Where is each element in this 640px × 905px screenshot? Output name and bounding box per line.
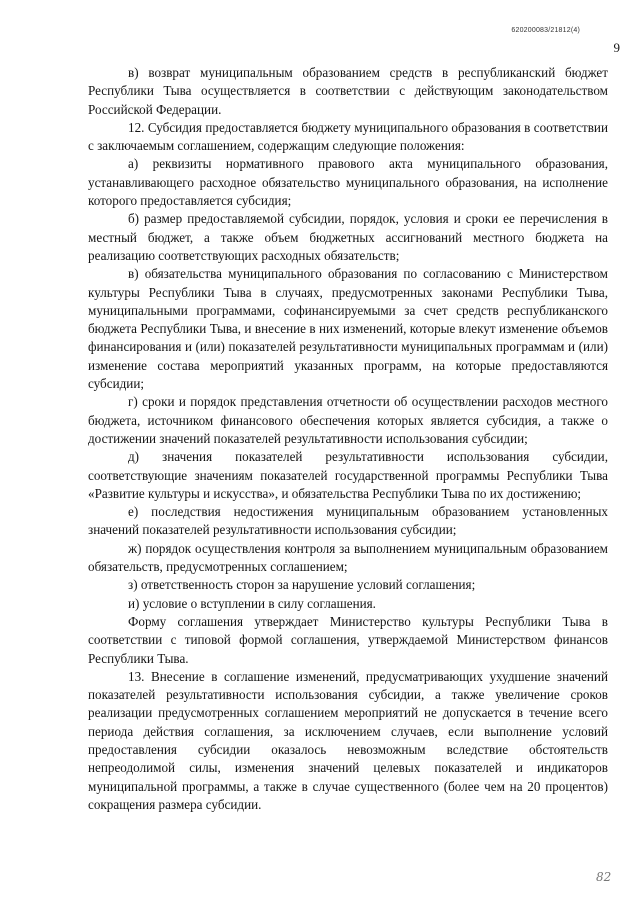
paragraph: в) возврат муниципальным образованием средств в республиканский бюджет Республики Тыва осуществляется в соответствии с действующим законодательством Российской Федерации. [88,65,608,117]
paragraph: 13. Внесение в соглашение изменений, предусматривающих ухудшение значений показателей результативности использования субсидии, а также увеличение сроков реализации предусмотренных соглашением мероприятий не допускается в течение всего периода действия соглашения, за исключением случаев, если выполнение условий предоставления субсидии оказалось невозможным вследствие обстоятельств непреодолимой силы, изменения значений целевых показателей и индикаторов муниципальной программы, а также в случае существенного (более чем на 20 процентов) сокращения размера субсидии. [88,668,608,812]
paragraph: з) ответственность сторон за нарушение условий соглашения; [128,577,476,593]
page-number: 9 [613,40,620,55]
document-body [88,64,608,814]
paragraph: Форму соглашения утверждает Министерство культуры Республики Тыва в соответствии с типовой формой соглашения, утверждаемой Министерством финансов Республики Тыва. [88,613,608,666]
paragraph: д) значения показателей результативности использования субсидии, соответствующие значениям показателей государственной программы Республики Тыва «Развитие культуры и искусства», и обязательства Республики Тыва по их достижению; [88,449,608,501]
paragraph: в) обязательства муниципального образования по согласованию с Министерством культуры Республики Тыва в случаях, предусмотренных законами Республики Тыва, муниципальными программами, софинансируемыми за счет средств республиканского бюджета Республики Тыва, и внесение в них изменений, которые влекут изменение объемов финансирования и (или) показателей результативности муниципальных программам и (или) изменение состава мероприятий указанных программ, на которые предоставляются субсидии; [88,266,608,392]
paragraph: б) размер предоставляемой субсидии, порядок, условия и сроки ее перечисления в местный бюджет, а также объем бюджетных ассигнований местного бюджета на реализацию соответствующих расходных обязательств; [88,211,608,263]
paragraph: 12. Субсидия предоставляется бюджету муниципального образования в соответствии с заключаемым соглашением, содержащим следующие положения: [88,119,608,154]
paragraph: и) условие о вступлении в силу соглашения. [128,595,376,611]
paragraph: г) сроки и порядок представления отчетности об осуществлении расходов местного бюджета, источником финансового обеспечения которых является субсидия, а также о достижении значений показателей результативности использования субсидии; [88,394,608,446]
handwritten-page-mark: 82 [596,870,612,884]
document-code: 620200083/21812(4) [511,27,580,34]
paragraph: ж) порядок осуществления контроля за выполнением муниципальным образованием обязательств, предусмотренных соглашением; [88,540,608,575]
paragraph: а) реквизиты нормативного правового акта муниципального образования, устанавливающего расходное обязательство муниципального образования, на исполнение которого предоставляется субсидия; [88,156,608,209]
paragraph: е) последствия недостижения муниципальным образованием установленных значений показателей результативности использования субсидии; [88,504,608,538]
